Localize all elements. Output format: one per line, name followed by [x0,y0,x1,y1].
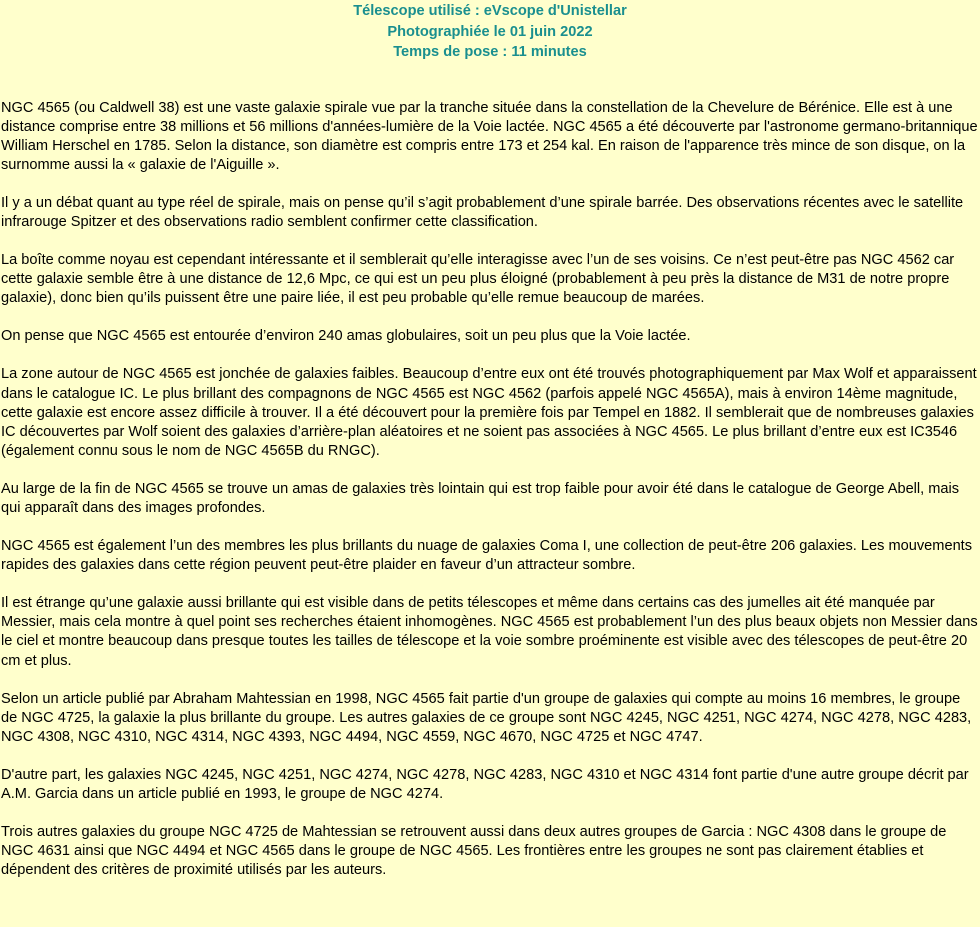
telescope-line: Télescope utilisé : eVscope d'Unistellar [353,3,627,19]
paragraph-intro: NGC 4565 (ou Caldwell 38) est une vaste galaxie spirale vue par la tranche située dans la constellation de la Chevelure de Bérénice. Elle est à une distance comprise entre 38 millions et 56 millions d'années-lumière de la Voie lactée. NGC 4565 a été découverte par l'astronome germano-britannique William Herschel en 1785. Selon la distance, son diamètre est compris entre 173 et 254 kal. En raison de l'apparence très mince de son disque, on la surnomme aussi la « galaxie de l'Aiguille ». [1,99,978,173]
paragraph-faint-galaxies: La zone autour de NGC 4565 est jonchée de galaxies faibles. Beaucoup d’entre eux ont été trouvés photographiquement par Max Wolf et apparaissent dans le catalogue IC. Le plus brillant des compagnons de NGC 4565 est NGC 4562 (parfois appelé NGC 4565A), mais à environ 14ème magnitude, cette galaxie est encore assez difficile à trouver. Il a été découvert pour la première fois par Tempel en 1882. Il semblerait que de nombreuses galaxies IC découvertes par Wolf soient des galaxies d’arrière-plan aléatoires et ne soient pas associées à NGC 4565. Le plus brillant d’entre eux est IC3546 (également connu sous le nom de NGC 4565B du RNGC). [1,366,977,459]
exposure-line: Temps de pose : 11 minutes [393,44,587,60]
paragraph-globular-clusters: On pense que NGC 4565 est entourée d’environ 240 amas globulaires, soit un peu plus que la Voie lactée. [1,328,691,345]
paragraph-group-boundaries: Trois autres galaxies du groupe NGC 4725 de Mahtessian se retrouvent aussi dans deux autres groupes de Garcia : NGC 4308 dans le groupe de NGC 4631 ainsi que NGC 4494 et NGC 4565 dans le groupe de NGC 4565. Les frontières entre les groupes ne sont pas clairement établies et dépendent des critères de proximité utilisés par les auteurs. [1,824,947,879]
photo-info-header [0,0,980,63]
paragraph-spiral-type: Il y a un débat quant au type réel de spirale, mais on pense qu’il s’agit probablement d’une spirale barrée. Des observations récentes avec le satellite infrarouge Spitzer et des observations radio semblent confirmer cette classification. [1,194,964,230]
paragraph-messier: Il est étrange qu’une galaxie aussi brillante qui est visible dans de petits télescopes et même dans certains cas des jumelles ait été manquée par Messier, mais cela montre à quel point ses recherches étaient inhomogènes. NGC 4565 est probablement l’un des plus beaux objets non Messier dans le ciel et montre beaucoup dans presque toutes les tailles de télescope et la voie sombre proéminente est visible avec des télescopes de peut-être 20 cm et plus. [1,595,978,669]
paragraph-core: La boîte comme noyau est cependant intéressante et il semblerait qu’elle interagisse avec l’un de ses voisins. Ce n’est peut-être pas NGC 4562 car cette galaxie semble être à une distance de 12,6 Mpc, ce qui est un peu plus éloigné (probablement à peu près la distance de M31 de notre propre galaxie), donc bien qu’ils puissent être une paire liée, il est peu probable qu’elle remue beaucoup de marées. [1,252,955,307]
paragraph-distant-cluster: Au large de la fin de NGC 4565 se trouve un amas de galaxies très lointain qui est trop faible pour avoir été dans le catalogue de George Abell, mais qui apparaît dans des images profondes. [1,480,960,516]
paragraph-coma-cloud: NGC 4565 est également l’un des membres les plus brillants du nuage de galaxies Coma I, une collection de peut-être 206 galaxies. Les mouvements rapides des galaxies dans cette région peuvent peut-être plaider en faveur d’un attracteur sombre. [1,538,973,574]
paragraph-garcia-group: D'autre part, les galaxies NGC 4245, NGC 4251, NGC 4274, NGC 4278, NGC 4283, NGC 4310 et NGC 4314 font partie d'une autre groupe décrit par A.M. Garcia dans un article publié en 1993, le groupe de NGC 4274. [1,766,969,803]
article-body [0,99,980,881]
paragraph-mahtessian-group: Selon un article publié par Abraham Mahtessian en 1998, NGC 4565 fait partie d'un groupe de galaxies qui compte au moins 16 membres, le groupe de NGC 4725, la galaxie la plus brillante du groupe. Les autres galaxies de ce groupe sont NGC 4245, NGC 4251, NGC 4274, NGC 4278, NGC 4283, NGC 4308, NGC 4310, NGC 4314, NGC 4393, NGC 4494, NGC 4559, NGC 4670, NGC 4725 et NGC 4747. [1,690,972,745]
date-line: Photographiée le 01 juin 2022 [387,23,593,40]
